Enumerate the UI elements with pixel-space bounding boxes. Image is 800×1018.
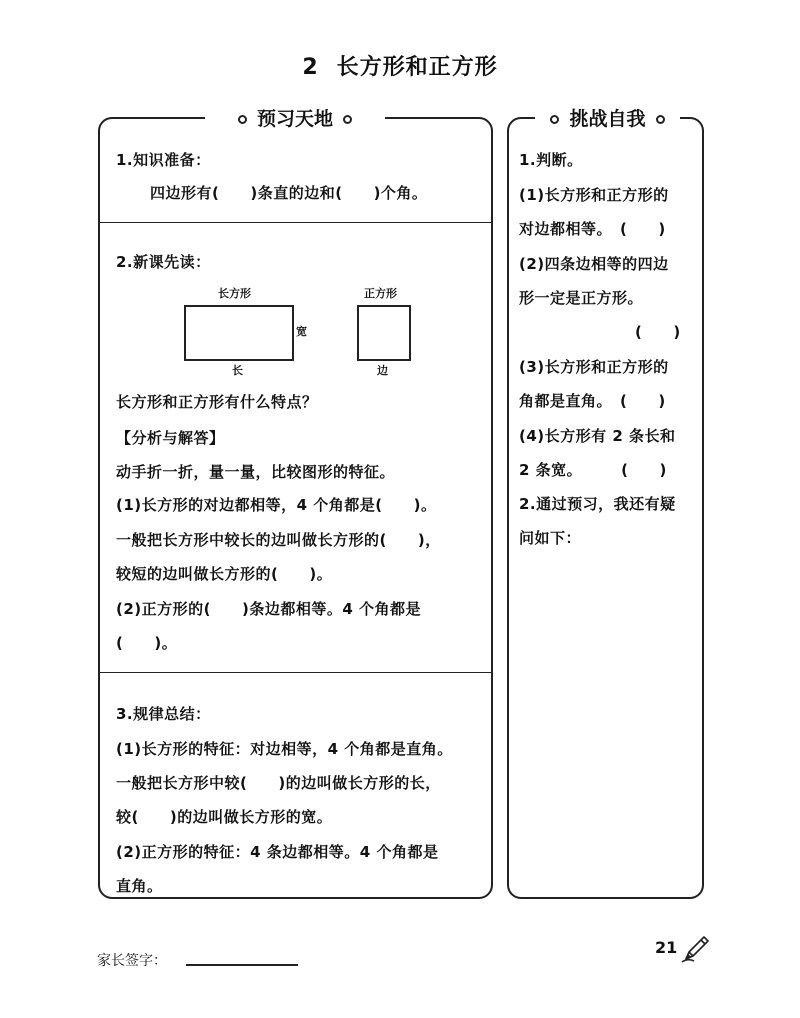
tab-dot-icon — [550, 115, 559, 124]
tab-dot-icon — [343, 115, 352, 124]
preview-tab — [205, 105, 385, 133]
knowledge-text: 四边形有( )条直的边和( )个角。 — [150, 184, 428, 202]
pencil-icon — [680, 932, 710, 964]
tab-dot-icon — [238, 115, 247, 124]
new-lesson-heading: 2.新课先读： — [116, 253, 211, 271]
analysis-line: 一般把长方形中较长的边叫做长方形的( )， — [116, 531, 441, 549]
analysis-line: 动手折一折，量一量，比较图形的特征。 — [116, 463, 396, 481]
judge-line: (1)长方形和正方形的 — [519, 186, 669, 204]
summary-line: (2)正方形的特征：4 条边都相等。4 个角都是 — [116, 843, 439, 861]
rectangle-length-label: 长 — [232, 364, 243, 377]
summary-line: 较( )的边叫做长方形的宽。 — [116, 808, 333, 826]
summary-line: 直角。 — [116, 877, 163, 895]
rectangle-width-label: 宽 — [296, 325, 307, 338]
tab-dot-icon — [656, 115, 665, 124]
section-divider — [100, 672, 491, 673]
section-divider — [100, 222, 491, 223]
judge-blank: ( ) — [635, 323, 681, 341]
summary-line: 一般把长方形中较( )的边叫做长方形的长， — [116, 774, 441, 792]
summary-heading: 3.规律总结： — [116, 705, 211, 723]
summary-line: (1)长方形的特征：对边相等，4 个角都是直角。 — [116, 740, 453, 758]
preview-panel — [98, 108, 493, 899]
judge-heading: 1.判断。 — [519, 151, 583, 169]
questions-line: 问如下： — [519, 529, 582, 547]
square-figure — [357, 305, 411, 361]
lesson-title: 长方形和正方形 — [336, 55, 498, 80]
judge-line: 角都是直角。 ( ) — [519, 392, 666, 410]
parent-signature-label: 家长签字： — [97, 953, 167, 969]
challenge-tab-label: 挑战自我 — [569, 108, 646, 130]
questions-heading: 2.通过预习，我还有疑 — [519, 495, 676, 513]
judge-line: (4)长方形有 2 条长和 — [519, 427, 676, 445]
analysis-line: (2)正方形的( )条边都相等。4 个角都是 — [116, 600, 422, 618]
judge-line: 2 条宽。 ( ) — [519, 461, 667, 479]
knowledge-heading: 1.知识准备： — [116, 151, 211, 169]
judge-line: 形一定是正方形。 — [519, 289, 644, 307]
page-number: 21 — [655, 938, 678, 957]
challenge-panel — [507, 108, 704, 899]
judge-line: 对边都相等。 ( ) — [519, 220, 666, 238]
analysis-line: (1)长方形的对边都相等，4 个角都是( )。 — [116, 496, 437, 514]
question-text: 长方形和正方形有什么特点？ — [116, 393, 318, 411]
analysis-line: 较短的边叫做长方形的( )。 — [116, 565, 333, 583]
page-title — [0, 50, 800, 81]
analysis-line: ( )。 — [116, 634, 178, 652]
judge-line: (2)四条边相等的四边 — [519, 255, 669, 273]
judge-line: (3)长方形和正方形的 — [519, 358, 669, 376]
parent-signature-line[interactable] — [186, 964, 298, 966]
analysis-heading: 【分析与解答】 — [116, 429, 225, 447]
square-name: 正方形 — [364, 287, 397, 300]
rectangle-figure — [184, 305, 294, 361]
lesson-number: 2 — [302, 55, 319, 80]
square-side-label: 边 — [377, 364, 388, 377]
rectangle-name: 长方形 — [218, 287, 251, 300]
challenge-tab — [535, 105, 680, 133]
preview-tab-label: 预习天地 — [256, 108, 333, 130]
